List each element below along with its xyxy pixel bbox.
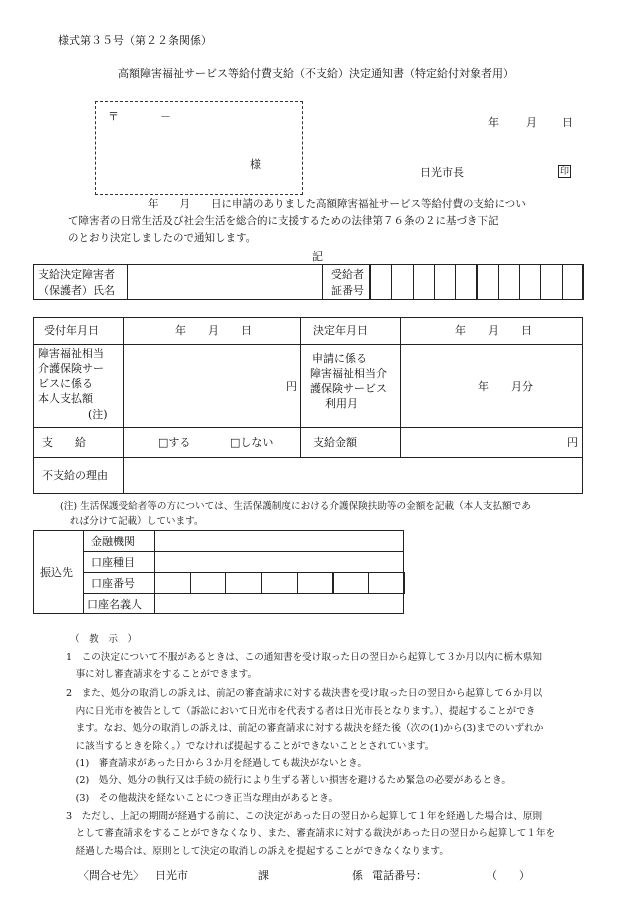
- transfer-row-number: 口座番号: [91, 577, 135, 590]
- instruction-line: ます。なお、処分の取消しの訴えは、前記の審査請求に対する裁決を経た後（次の(1)から(3)までのいずれか: [66, 723, 544, 734]
- instruction-line: 1 この決定について不服があるときは、この通知書を受け取った日の翌日から起算して３か月以内に栃木県知: [66, 652, 543, 663]
- document-title: 高額障害福祉サービス等給付費支給（不支給）決定通知書（特定給付対象者用）: [118, 67, 514, 80]
- self-pay-label-2: 介護保険サー: [38, 362, 104, 375]
- payment-no-checkbox[interactable]: □しない: [230, 436, 274, 449]
- cert-label-line1: 受給者: [331, 268, 364, 281]
- instruction-line: (2) 処分、処分の執行又は手続の続行により生ずる著しい損害を避けるため緊急の必要があるとき。: [66, 775, 511, 786]
- instruction-line: に該当するときを除く。）でなければ提起することができないこととされています。: [66, 741, 435, 752]
- instruction-line: 内に日光市を被告として（訴訟において日光市を代表する者は日光市長となります。）、提起することができ: [66, 706, 536, 717]
- cert-digit-box[interactable]: [370, 264, 392, 300]
- service-month-value: 年 月分: [478, 380, 533, 393]
- transfer-row-holder: 口座名義人: [87, 598, 142, 611]
- payment-label: 支 給: [42, 436, 86, 449]
- self-pay-label-1: 障害福祉相当: [38, 347, 104, 360]
- account-digit-box[interactable]: [225, 572, 262, 594]
- receipt-date-label: 受付年月日: [44, 324, 99, 337]
- reason-label: 不支給の理由: [42, 469, 108, 482]
- transfer-row-type: 口座種目: [91, 556, 135, 569]
- contact-label: 〈問合せ先〉: [78, 869, 144, 882]
- instruction-line: 2 また、処分の取消しの訴えは、前記の審査請求に対する裁決書を受け取った日の翌日から起算して６か月以: [66, 688, 543, 699]
- decision-date-label: 決定年月日: [313, 324, 368, 337]
- contact-city: 日光市: [155, 869, 188, 882]
- instruction-line: として審査請求をすることができなくなり、また、審査請求に対する裁決があった日の翌日から起算して１年を: [66, 828, 556, 839]
- transfer-label: 振込先: [40, 566, 73, 579]
- account-digit-box[interactable]: [297, 572, 334, 594]
- ki-mark: 記: [312, 250, 323, 263]
- intro-line-1: 年 月 日に申請のありました高額障害福祉サービス等給付費の支給につい: [148, 198, 526, 210]
- recipient-label-line1: 支給決定障害者: [38, 268, 115, 281]
- payment-yes-checkbox[interactable]: □する: [158, 436, 191, 449]
- instructions-heading: （ 教 示 ）: [70, 634, 138, 645]
- seal-mark: 印: [559, 167, 569, 177]
- address-box: [95, 101, 303, 195]
- service-month-label-2: 障害福祉相当介: [310, 367, 387, 380]
- self-pay-unit: 円: [286, 380, 297, 393]
- cert-digit-box[interactable]: [391, 264, 413, 300]
- cert-digit-box[interactable]: [562, 264, 584, 300]
- issue-month: 月: [526, 116, 537, 129]
- issuer-name: 日光市長: [420, 166, 464, 179]
- service-month-label-4: 利用月: [325, 397, 358, 410]
- honorific: 様: [250, 158, 261, 171]
- intro-line-2: て障害者の日常生活及び社会生活を総合的に支援するための法律第７６条の２に基づき下記: [68, 215, 499, 227]
- instruction-line: 経過した場合は、原則として決定の取消しの訴えを提起することができなくなります。: [66, 846, 449, 857]
- decision-date-value: 年 月 日: [455, 324, 532, 337]
- amount-unit: 円: [567, 436, 578, 449]
- cert-digit-box[interactable]: [413, 264, 435, 300]
- account-digit-box[interactable]: [368, 572, 405, 594]
- postal-mark: 〒: [108, 110, 119, 123]
- instruction-line: (3) その他裁決を経ないことにつき正当な理由があるとき。: [66, 793, 339, 804]
- intro-line-3: のとおり決定しましたので通知します。: [68, 232, 257, 244]
- self-pay-label-3: ビスに係る: [38, 377, 93, 390]
- cert-digit-box[interactable]: [477, 264, 499, 300]
- account-digit-box[interactable]: [261, 572, 298, 594]
- contact-section: 課: [258, 869, 269, 882]
- cert-digit-box[interactable]: [540, 264, 562, 300]
- account-digit-box[interactable]: [333, 572, 370, 594]
- self-pay-note-mark: (注): [88, 408, 108, 421]
- contact-phone-label: 電話番号：: [372, 869, 427, 882]
- instruction-line: 事に対し審査請求をすることができます。: [66, 669, 258, 680]
- cert-label-cell: [322, 264, 370, 300]
- self-pay-label-4: 本人支払額: [38, 392, 93, 405]
- contact-phone-value: （ ）: [486, 869, 530, 882]
- contact-staff: 係: [352, 869, 363, 882]
- cert-digit-box[interactable]: [434, 264, 456, 300]
- cert-digit-box[interactable]: [519, 264, 541, 300]
- note-line-1: (注) 生活保護受給者等の方については、生活保護制度における介護保険扶助等の金額を記載（本人支払額であ: [60, 501, 531, 512]
- cert-digit-box[interactable]: [498, 264, 520, 300]
- issue-year: 年: [488, 116, 499, 129]
- issue-day: 日: [562, 116, 573, 129]
- instruction-line: (1) 審査請求があった日から３か月を経過しても裁決がないとき。: [66, 758, 367, 769]
- postal-dash: －: [160, 110, 171, 123]
- form-number: 様式第３５号（第２２条関係）: [58, 34, 212, 47]
- cert-digit-box[interactable]: [455, 264, 477, 300]
- account-digit-box[interactable]: [190, 572, 227, 594]
- receipt-date-value: 年 月 日: [175, 324, 252, 337]
- note-line-2: れば分けて記載）しています。: [70, 516, 204, 527]
- account-digit-box[interactable]: [154, 572, 191, 594]
- recipient-label-cell: [33, 264, 128, 300]
- instruction-line: 3 ただし、上記の期間が経過する前に、この決定があった日の翌日から起算して１年を経過した場合は、原則: [66, 811, 543, 822]
- service-month-label-3: 護保険サービス: [310, 382, 387, 395]
- amount-label: 支給金額: [313, 436, 357, 449]
- service-month-label-1: 申請に係る: [312, 352, 367, 365]
- recipient-label-line2: （保護者）氏名: [38, 284, 115, 297]
- transfer-row-bank: 金融機関: [91, 535, 135, 548]
- cert-label-line2: 証番号: [331, 284, 364, 297]
